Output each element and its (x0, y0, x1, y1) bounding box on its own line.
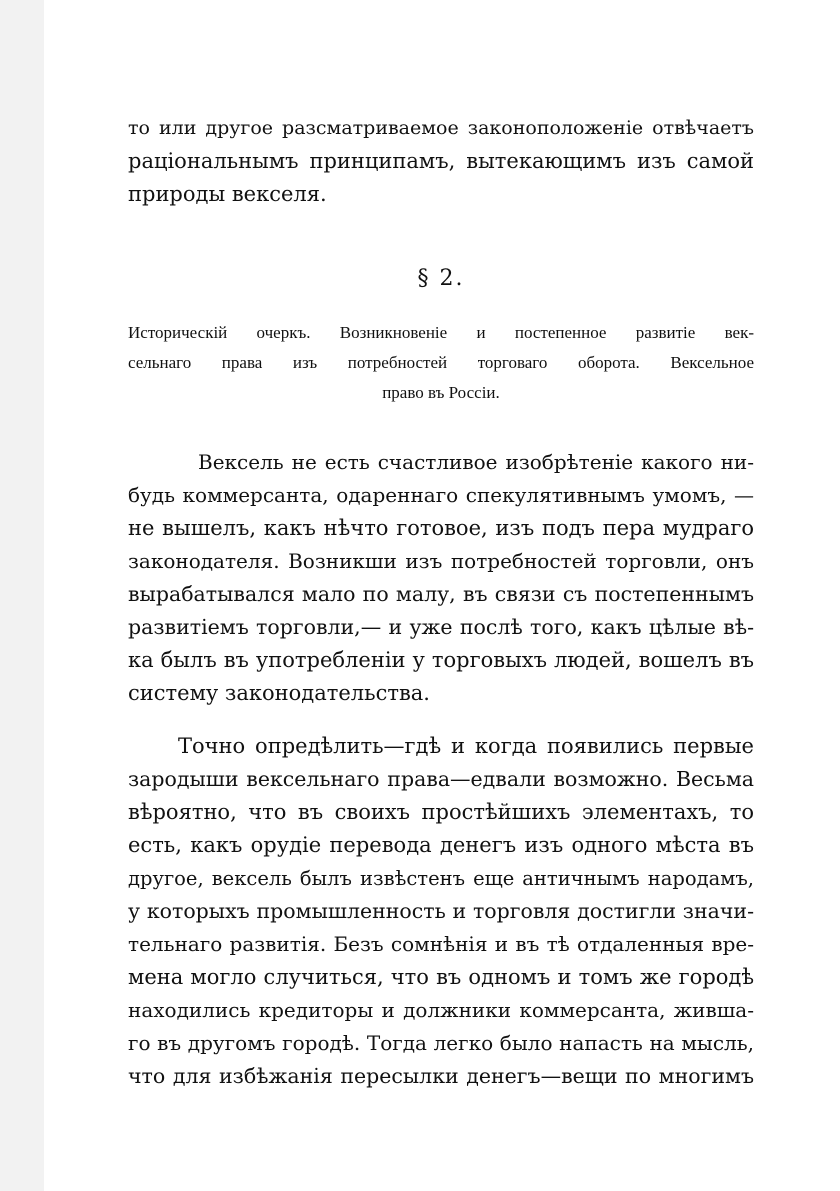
text-line: ка былъ въ употребленіи у торговыхъ людей, вошелъ въ (128, 648, 754, 672)
section-heading (128, 318, 754, 408)
text-line: у которыхъ промышленность и торговля достигли значи- (128, 899, 754, 923)
text-line: го въ другомъ городѣ. Тогда легко было напасть на мысль, (128, 1031, 754, 1055)
heading-line: право въ Россіи. (382, 383, 500, 402)
intro-paragraph (128, 112, 754, 211)
heading-line: сельнаго права изъ потребностей торговаго оборота. Вексельное (128, 353, 754, 372)
text-line: находились кредиторы и должники коммерсанта, живша- (128, 998, 754, 1022)
text-line: природы векселя. (128, 182, 327, 206)
paragraph-1 (128, 446, 754, 710)
text-line: другое, вексель былъ извѣстенъ еще античнымъ народамъ, (128, 867, 754, 890)
text-line: что для избѣжанія пересылки денегъ—вещи по многимъ (128, 1064, 754, 1088)
text-line: вѣроятно, что въ своихъ простѣйшихъ элементахъ, то (128, 800, 754, 824)
text-line: развитіемъ торговли,— и уже послѣ того, какъ цѣлые вѣ- (128, 615, 754, 639)
text-line: вырабатывался мало по малу, въ связи съ постепеннымъ (128, 582, 754, 606)
text-line: тельнаго развитія. Безъ сомнѣнія и въ тѣ отдаленныя вре- (128, 932, 754, 956)
text-line: будь коммерсанта, одареннаго спекулятивнымъ умомъ, — (128, 483, 754, 507)
text-line: зародыши вексельнаго права—едвали возможно. Весьма (128, 767, 754, 791)
text-line: Точно опредѣлить—гдѣ и когда появились первые (178, 734, 754, 758)
text-line: то или другое разсматриваемое законоположеніе отвѣчаетъ (128, 117, 754, 139)
text-line: есть, какъ орудіе перевода денегъ изъ одного мѣста въ (128, 833, 754, 857)
text-line: систему законодательства. (128, 681, 430, 705)
section-number: § 2. (417, 266, 465, 291)
text-line: раціональнымъ принципамъ, вытекающимъ изъ самой (128, 149, 754, 173)
text-line: мена могло случиться, что въ одномъ и томъ же городѣ (128, 965, 754, 989)
text-line: законодателя. Возникши изъ потребностей торговли, онъ (128, 549, 754, 573)
text-line: Вексель не есть счастливое изобрѣтеніе какого ни- (198, 450, 754, 474)
scan-left-edge (0, 0, 44, 1191)
heading-line: Историческій очеркъ. Возникновеніе и постепенное развитіе век- (128, 323, 754, 342)
paragraph-2 (128, 730, 754, 1093)
text-line: не вышелъ, какъ нѣчто готовое, изъ подъ пера мудраго (128, 516, 754, 540)
